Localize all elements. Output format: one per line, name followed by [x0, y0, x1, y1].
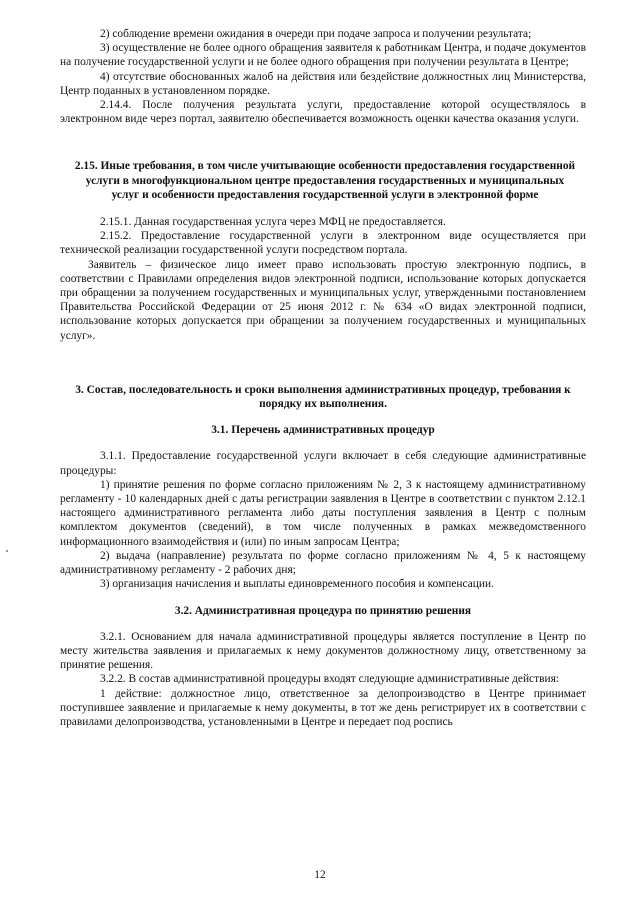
paragraph: 2.15.1. Данная государственная услуга через МФЦ не предоставляется. — [100, 216, 446, 229]
paragraph: 3.2.1. Основанием для начала административной процедуры является поступление в Центр по месту жительства заявления и прилагаемых к нему документов должностному лицу, ответственному за принятие решения. — [60, 630, 586, 672]
page-number: 12 — [314, 869, 326, 881]
paragraph: 2.15.2. Предоставление государственной услуги в электронном виде осуществляется при технической реализации государственной услуги посредством портала. — [60, 230, 586, 257]
paragraph: Заявитель – физическое лицо имеет право использовать простую электронную подпись, в соответствии с Правилами определения видов электронной подписи, использование которых допускается при обращении за получением государственных и муниципальных услуг, утвержденными постановлением Правительства Российской Федерации от 25 июня 2012 г. № 634 «О видах электронной подписи, использование которых допускается при обращении за получением государственных и муниципальных услуг». — [60, 258, 586, 342]
section-heading-3: 3. Состав, последовательность и сроки выполнения административных процедур, требования к порядку их выполнения. — [75, 383, 571, 411]
section-heading-2-15: 2.15. Иные требования, в том числе учитывающие особенности предоставления государственной услуги в многофункциональном центре предоставления государственных и муниципальных услуг и особенности предоставления государственной услуги в электронной форме — [74, 160, 576, 201]
section-heading-3-2: 3.2. Административная процедура по принятию решения — [174, 604, 472, 617]
paragraph: 2) выдача (направление) результата по форме согласно приложениям № 4, 5 к настоящему административному регламенту - 2 рабочих дня; — [60, 549, 586, 577]
paragraph: 1 действие: должностное лицо, ответственное за делопроизводство в Центре принимает поступившее заявление и прилагаемые к нему документы, в тот же день регистрирует их в соответствии с правилами делопроизводства, установленными в Центре и передает под роспись — [60, 687, 586, 728]
paragraph: 2.14.4. После получения результата услуги, предоставление которой осуществлялось в электронном виде через портал, заявителю обеспечивается возможность оценки качества оказания услуги. — [60, 99, 586, 126]
paragraph: 2) соблюдение времени ожидания в очереди при подаче запроса и получении результата; — [100, 28, 532, 40]
section-heading-3-1: 3.1. Перечень административных процедур — [211, 424, 435, 437]
scan-artifact — [6, 550, 8, 552]
paragraph: 3) осуществление не более одного обращения заявителя к работникам Центра, и подаче документов на получение государственной услуги и не более одного обращения при получении результата в Центре; — [60, 42, 586, 69]
paragraph: 3) организация начисления и выплаты единовременного пособия и компенсации. — [100, 578, 494, 591]
paragraph: 3.1.1. Предоставление государственной услуги включает в себя следующие административные процедуры: — [60, 450, 586, 477]
paragraph: 1) принятие решения по форме согласно приложениям № 2, 3 к настоящему административному регламенту - 10 календарных дней с даты регистрации заявления в Центре в соответствии с пунктом 2.12.1 настоящего административного регламента либо даты поступления заявления в Центр с полным комплектом документов (сведений), в том числе полученных в рамках межведомственного информационного взаимодействия и (или) по иным запросам Центра; — [60, 478, 586, 548]
paragraph: 3.2.2. В состав административной процедуры входят следующие административные действия: — [100, 673, 559, 686]
paragraph: 4) отсутствие обоснованных жалоб на действия или бездействие должностных лиц Министерства, Центр поданных в установленном порядке. — [60, 70, 586, 97]
